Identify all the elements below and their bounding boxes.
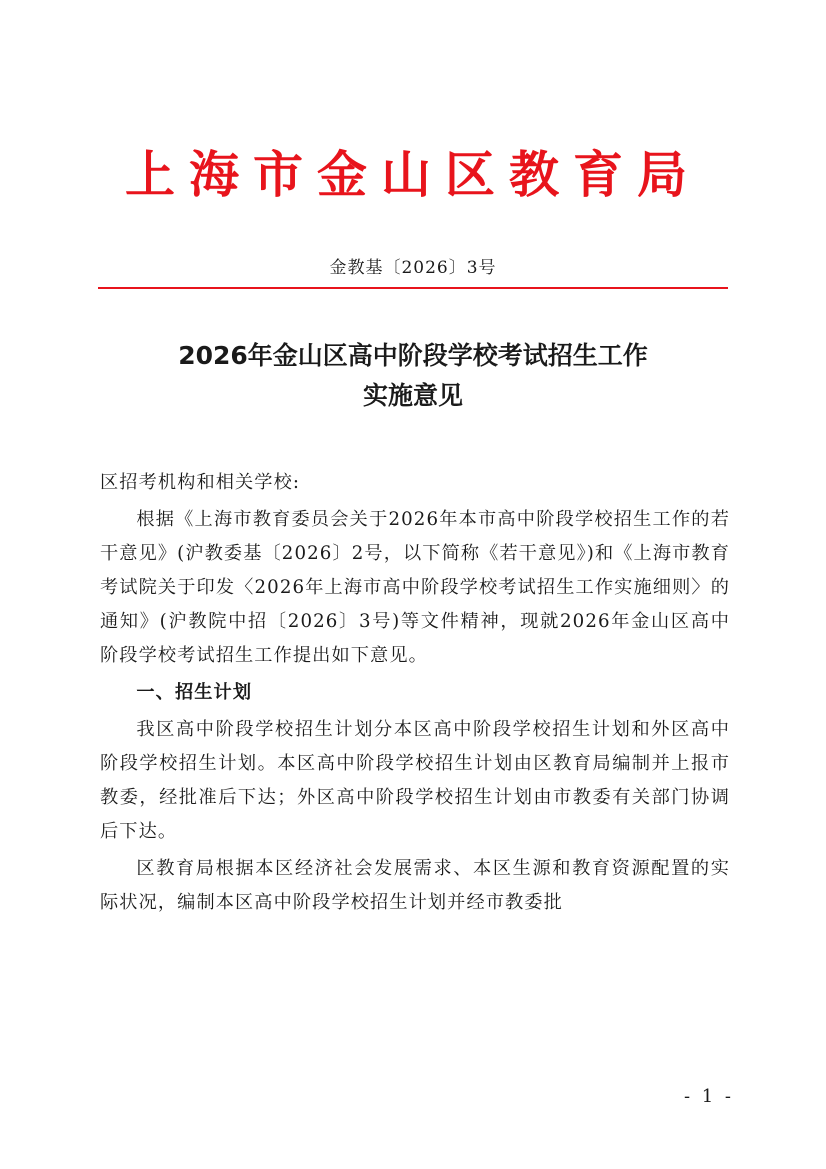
issuing-authority-title: 上海市金山区教育局	[125, 145, 701, 204]
section-heading-enrollment-plan: 一、招生计划	[136, 682, 253, 703]
salutation: 区招考机构和相关学校:	[100, 472, 301, 493]
page-number: - 1 -	[683, 1086, 734, 1107]
section1-paragraph-2: 区教育局根据本区经济社会发展需求、本区生源和教育资源配置的实际状况，编制本区高中阶段学校招生计划并经市教委批	[100, 858, 730, 913]
document-body	[100, 466, 730, 923]
intro-paragraph: 根据《上海市教育委员会关于2026年本市高中阶段学校招生工作的若干意见》(沪教委基〔2026〕2号，以下简称《若干意见》)和《上海市教育考试院关于印发〈2026年上海市高中阶段学校考试招生工作实施细则〉的通知》(沪教院中招〔2026〕3号)等文件精神，现就2026年金山区高中阶段学校考试招生工作提出如下意见。	[100, 509, 730, 666]
document-number: 金教基〔2026〕3号	[329, 258, 497, 278]
section1-paragraph-1: 我区高中阶段学校招生计划分本区高中阶段学校招生计划和外区高中阶段学校招生计划。本区高中阶段学校招生计划由区教育局编制并上报市教委，经批准后下达；外区高中阶段学校招生计划由市教委有关部门协调后下达。	[100, 719, 730, 842]
title-line-2: 实施意见	[362, 381, 463, 410]
title-line-1: 2026年金山区高中阶段学校考试招生工作	[178, 341, 648, 370]
red-divider-line	[98, 287, 728, 289]
document-title	[0, 336, 826, 416]
